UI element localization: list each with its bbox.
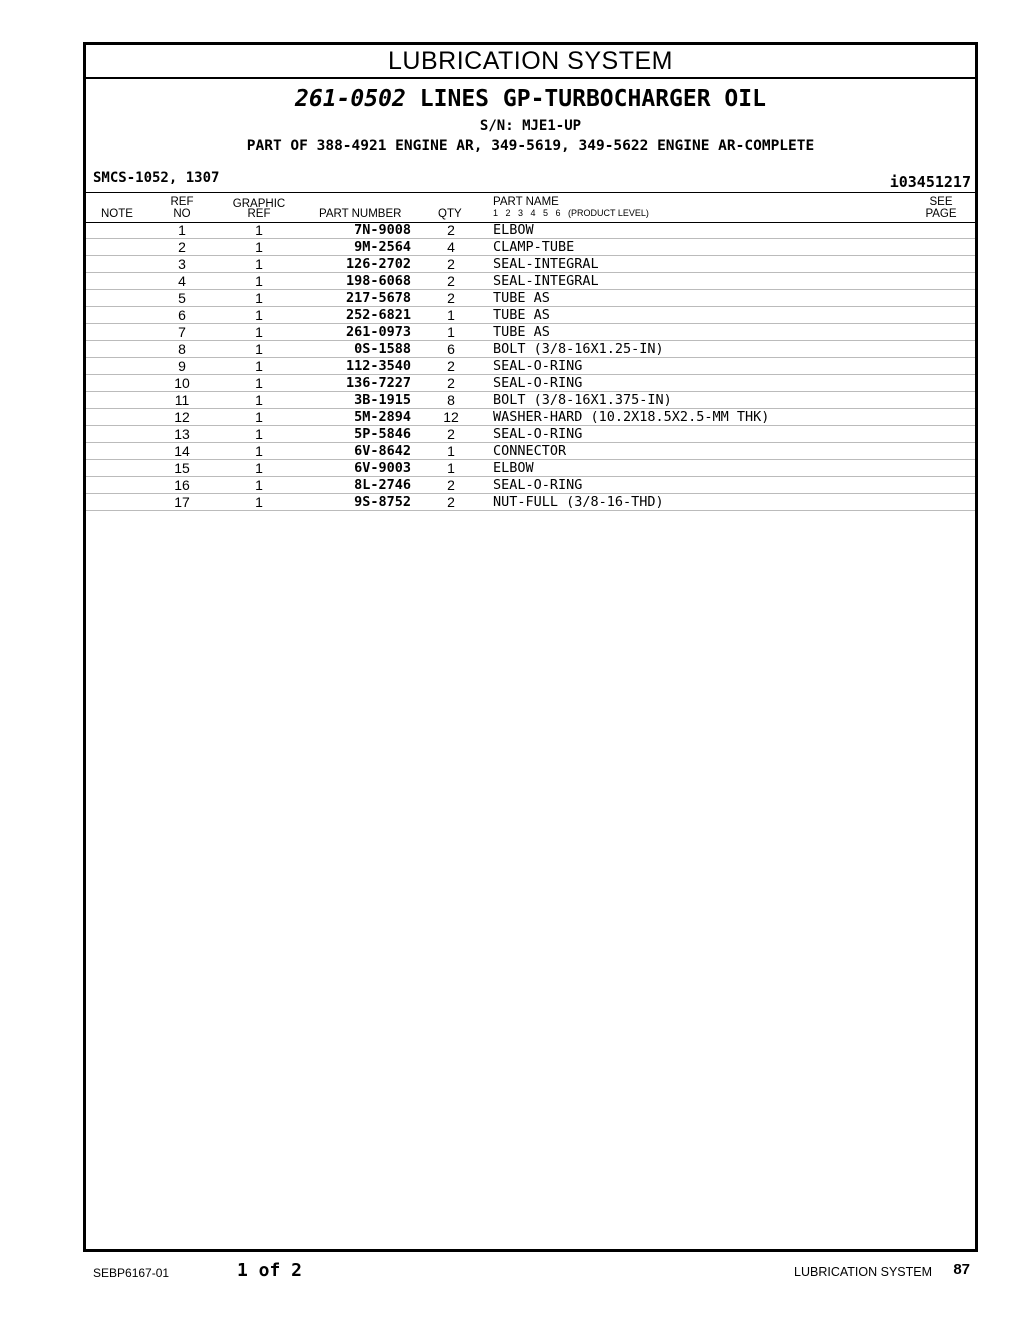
page-number: 87 [953, 1261, 970, 1278]
quantity: 6 [447, 341, 455, 357]
parts-table-header [86, 193, 975, 223]
table-row [86, 460, 975, 477]
part-name: BOLT (3/8-16X1.375-IN) [493, 392, 672, 408]
col-note: NOTE [101, 208, 133, 220]
col-qty: QTY [438, 208, 462, 220]
part-of-line: PART OF 388-4921 ENGINE AR, 349-5619, 349-5622 ENGINE AR-COMPLETE [246, 138, 815, 154]
ref-no: 6 [178, 307, 186, 323]
part-number: 5M-2894 [354, 409, 411, 425]
part-number: 126-2702 [345, 256, 411, 272]
part-number: 6V-9003 [354, 460, 411, 476]
col-see-bottom: PAGE [925, 208, 957, 220]
part-name: CLAMP-TUBE [493, 239, 575, 255]
table-row [86, 409, 975, 426]
col-graphic-top: GRAPHIC [232, 198, 286, 210]
part-number: 9S-8752 [354, 494, 411, 510]
part-number: 0S-1588 [354, 341, 411, 357]
part-name: SEAL-O-RING [493, 426, 583, 442]
quantity: 2 [447, 375, 455, 391]
ref-no: 13 [174, 426, 190, 442]
graphic-ref: 1 [255, 494, 263, 510]
ref-no: 9 [178, 358, 186, 374]
document-id: SEBP6167-01 [93, 1266, 170, 1280]
part-number: 261-0973 [345, 324, 411, 340]
page-footer [0, 1258, 1020, 1288]
smcs-code: SMCS-1052, 1307 [93, 170, 220, 186]
quantity: 12 [443, 409, 459, 425]
part-name: CONNECTOR [493, 443, 567, 459]
graphic-ref: 1 [255, 239, 263, 255]
ref-no: 8 [178, 341, 186, 357]
ref-no: 1 [178, 222, 186, 238]
serial-number-range: S/N: MJE1-UP [479, 118, 582, 134]
quantity: 2 [447, 426, 455, 442]
ref-no: 3 [178, 256, 186, 272]
graphic-ref: 1 [255, 358, 263, 374]
part-name: WASHER-HARD (10.2X18.5X2.5-MM THK) [493, 409, 770, 425]
part-name: TUBE AS [493, 290, 550, 306]
table-row [86, 358, 975, 375]
part-number: 5P-5846 [354, 426, 411, 442]
table-row [86, 494, 975, 511]
ref-no: 5 [178, 290, 186, 306]
part-name: SEAL-INTEGRAL [493, 256, 599, 272]
col-see-top: SEE [929, 196, 953, 208]
table-row [86, 307, 975, 324]
ref-no: 11 [174, 392, 190, 408]
group-name: LINES GP-TURBOCHARGER OIL [419, 86, 766, 112]
quantity: 2 [447, 256, 455, 272]
quantity: 1 [447, 460, 455, 476]
col-part-number: PART NUMBER [319, 208, 402, 220]
col-ref-bottom: NO [173, 208, 191, 220]
graphic-ref: 1 [255, 341, 263, 357]
ref-no: 4 [178, 273, 186, 289]
table-row [86, 222, 975, 239]
table-row [86, 375, 975, 392]
part-number: 7N-9008 [354, 222, 411, 238]
graphic-ref: 1 [255, 426, 263, 442]
ref-no: 14 [174, 443, 190, 459]
graphic-ref: 1 [255, 256, 263, 272]
part-number: 8L-2746 [354, 477, 411, 493]
graphic-ref: 1 [255, 290, 263, 306]
part-name: NUT-FULL (3/8-16-THD) [493, 494, 664, 510]
part-name: TUBE AS [493, 307, 550, 323]
col-part-name: PART NAME [493, 196, 559, 208]
quantity: 1 [447, 443, 455, 459]
group-header [86, 86, 975, 112]
table-row [86, 426, 975, 443]
ref-no: 12 [174, 409, 190, 425]
col-ref-top: REF [170, 196, 194, 208]
group-number: 261-0502 [295, 86, 406, 112]
quantity: 1 [447, 307, 455, 323]
page-of-indicator: 1 of 2 [237, 1260, 303, 1281]
part-number: 198-6068 [345, 273, 411, 289]
graphic-ref: 1 [255, 222, 263, 238]
part-number: 217-5678 [345, 290, 411, 306]
graphic-ref: 1 [255, 392, 263, 408]
graphic-ref: 1 [255, 460, 263, 476]
graphic-ref: 1 [255, 443, 263, 459]
ref-no: 10 [174, 375, 190, 391]
part-name: SEAL-O-RING [493, 477, 583, 493]
quantity: 4 [447, 239, 455, 255]
ref-no: 7 [178, 324, 186, 340]
quantity: 2 [447, 494, 455, 510]
col-graphic-bottom: REF [247, 208, 271, 220]
table-row [86, 477, 975, 494]
parts-page-frame [83, 42, 978, 1252]
graphic-ref: 1 [255, 307, 263, 323]
part-number: 6V-8642 [354, 443, 411, 459]
col-product-level: 1 2 3 4 5 6 (PRODUCT LEVEL) [493, 208, 649, 218]
table-row [86, 341, 975, 358]
graphic-ref: 1 [255, 324, 263, 340]
quantity: 2 [447, 273, 455, 289]
table-row [86, 443, 975, 460]
part-number: 3B-1915 [354, 392, 411, 408]
ref-no: 17 [174, 494, 190, 510]
table-row [86, 239, 975, 256]
part-name: SEAL-O-RING [493, 358, 583, 374]
parts-table-body [86, 222, 975, 511]
section-title: LUBRICATION SYSTEM [86, 45, 975, 79]
graphic-ref: 1 [255, 477, 263, 493]
table-row [86, 392, 975, 409]
footer-section-name: LUBRICATION SYSTEM [794, 1265, 932, 1279]
graphic-ref: 1 [255, 409, 263, 425]
part-name: ELBOW [493, 222, 534, 238]
part-name: ELBOW [493, 460, 534, 476]
quantity: 8 [447, 392, 455, 408]
part-number: 252-6821 [345, 307, 411, 323]
graphic-ref: 1 [255, 375, 263, 391]
part-number: 112-3540 [345, 358, 411, 374]
graphic-ref: 1 [255, 273, 263, 289]
quantity: 1 [447, 324, 455, 340]
table-row [86, 290, 975, 307]
part-number: 136-7227 [345, 375, 411, 391]
table-row [86, 273, 975, 290]
table-row [86, 324, 975, 341]
part-name: TUBE AS [493, 324, 550, 340]
quantity: 2 [447, 358, 455, 374]
part-number: 9M-2564 [354, 239, 411, 255]
illustration-id: i03451217 [889, 173, 971, 191]
quantity: 2 [447, 477, 455, 493]
ref-no: 16 [174, 477, 190, 493]
ref-no: 15 [174, 460, 190, 476]
part-name: SEAL-O-RING [493, 375, 583, 391]
table-row [86, 256, 975, 273]
part-name: BOLT (3/8-16X1.25-IN) [493, 341, 664, 357]
quantity: 2 [447, 290, 455, 306]
quantity: 2 [447, 222, 455, 238]
ref-no: 2 [178, 239, 186, 255]
part-name: SEAL-INTEGRAL [493, 273, 599, 289]
